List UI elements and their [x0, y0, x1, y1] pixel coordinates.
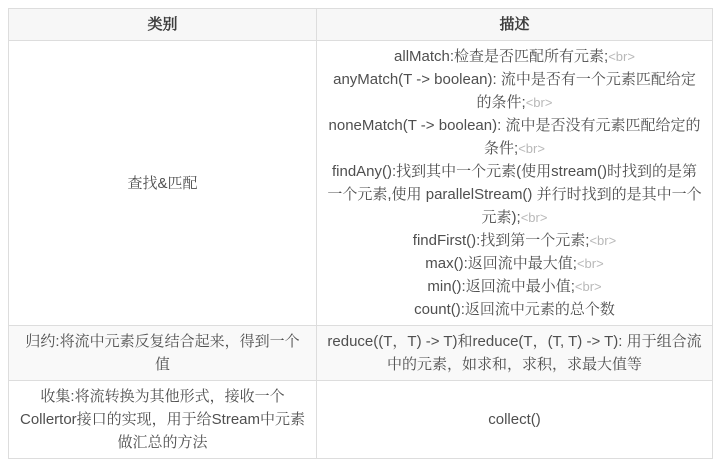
category-column-header: 类别 — [9, 9, 317, 41]
br-literal-token: <br> — [608, 49, 635, 64]
description-text: noneMatch(T -> boolean): 流中是否没有元素匹配给定的条件; — [328, 117, 701, 157]
description-cell — [317, 381, 713, 459]
table-row — [9, 381, 713, 459]
description-item — [327, 114, 702, 160]
description-item — [327, 298, 702, 321]
description-text: findFirst():找到第一个元素; — [412, 232, 590, 249]
description-text: collect() — [488, 411, 541, 428]
br-literal-token: <br> — [520, 210, 548, 225]
description-text: max():返回流中最大值; — [425, 255, 577, 272]
table-header-row — [9, 9, 713, 41]
stream-api-table — [8, 8, 713, 459]
table-row — [9, 326, 713, 381]
br-literal-token: <br> — [576, 256, 604, 271]
br-literal-token: <br> — [574, 279, 602, 294]
description-text: min():返回流中最小值; — [427, 278, 575, 295]
category-cell: 收集:将流转换为其他形式，接收一个Collertor接口的实现，用于给Stream中元素做汇总的方法 — [9, 381, 317, 459]
description-item — [327, 68, 702, 114]
description-item — [327, 408, 702, 431]
description-item — [327, 229, 702, 252]
description-text: allMatch:检查是否匹配所有元素; — [394, 48, 609, 65]
category-cell: 归约:将流中元素反复结合起来，得到一个值 — [9, 326, 317, 381]
description-text: reduce((T，T) -> T)和reduce(T，(T, T) -> T): 用于组合流中的元素，如求和，求积，求最大值等 — [327, 333, 702, 373]
br-literal-token: <br> — [518, 141, 545, 156]
description-column-header: 描述 — [317, 9, 713, 41]
br-literal-token: <br> — [589, 233, 617, 248]
description-item — [327, 252, 702, 275]
table-row — [9, 41, 713, 326]
description-text: count():返回流中元素的总个数 — [414, 301, 615, 318]
description-cell — [317, 41, 713, 326]
description-text: findAny():找到其中一个元素(使用stream()时找到的是第一个元素,使用 parallelStream() 并行时找到的是其中一个元素); — [327, 163, 702, 226]
br-literal-token: <br> — [525, 95, 553, 110]
description-item — [327, 160, 702, 229]
documentation-table-container — [8, 8, 713, 459]
description-item — [327, 275, 702, 298]
description-text: anyMatch(T -> boolean): 流中是否有一个元素匹配给定的条件; — [333, 71, 696, 111]
description-item — [327, 330, 702, 376]
description-cell — [317, 326, 713, 381]
description-item — [327, 45, 702, 68]
category-cell: 查找&匹配 — [9, 41, 317, 326]
